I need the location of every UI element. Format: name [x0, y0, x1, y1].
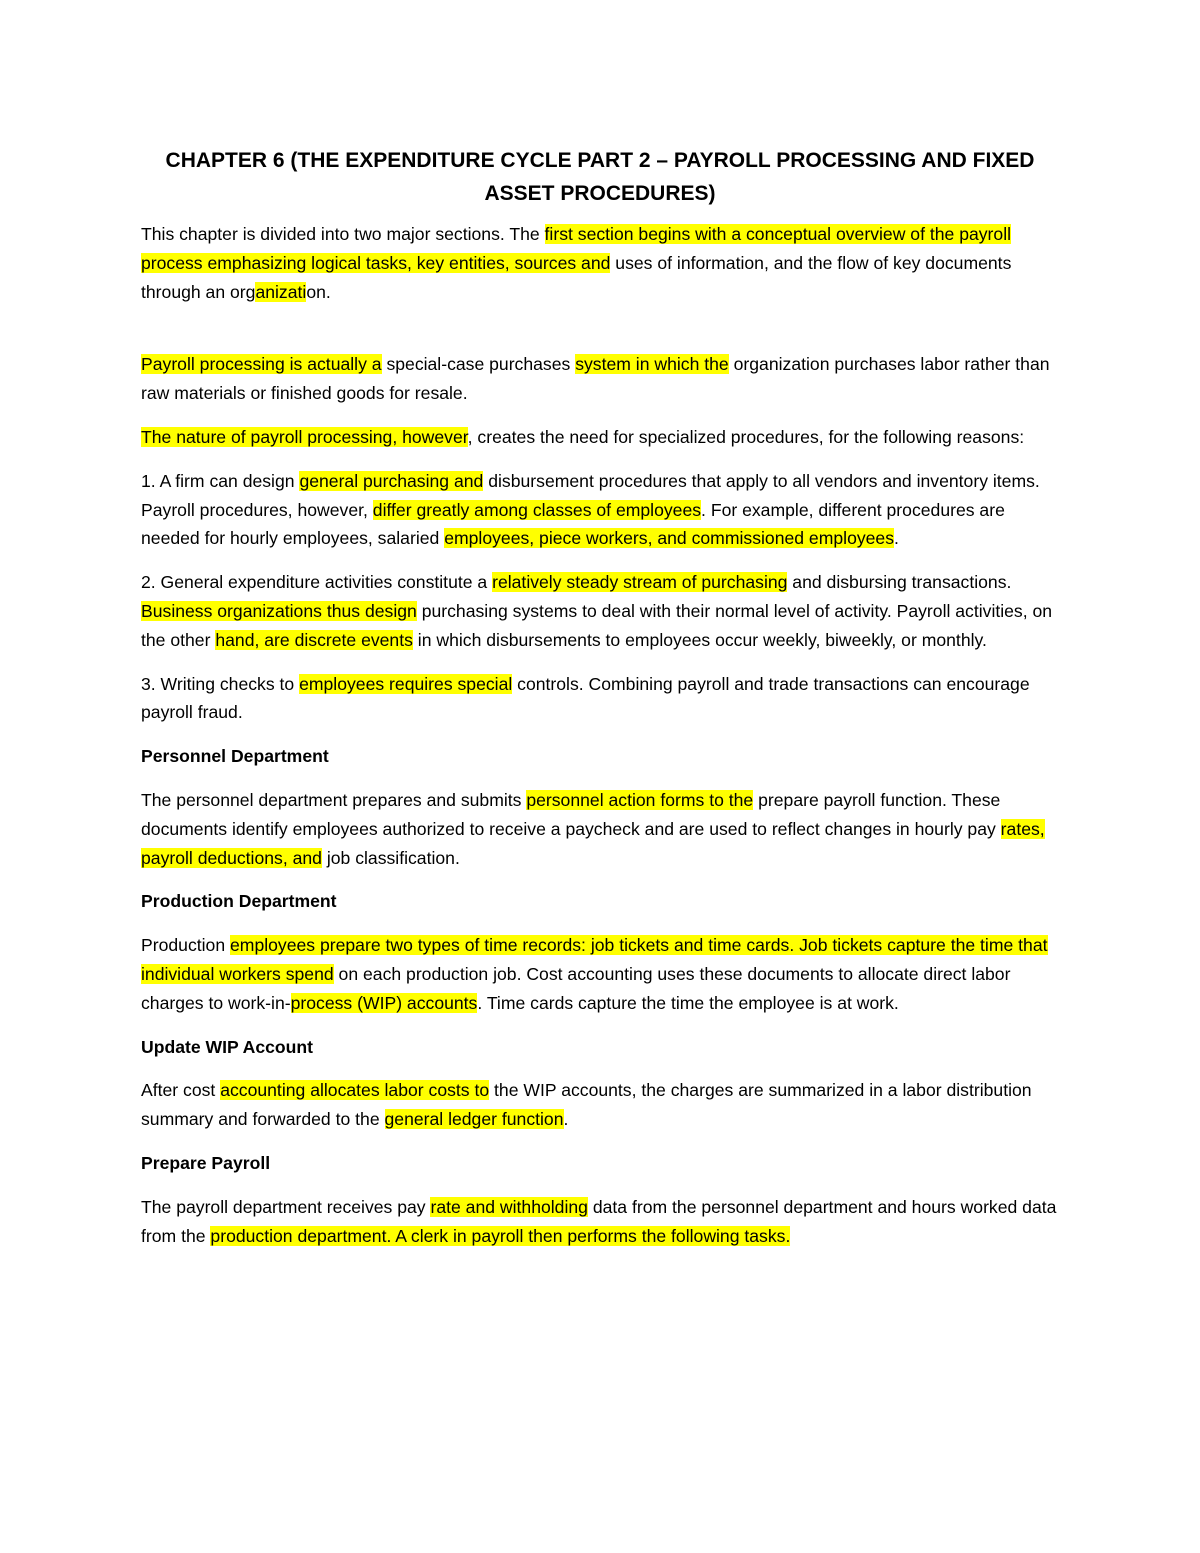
- payroll-special-text-2: organization purchases labor rather than raw materials or finished goods for resale.: [141, 354, 1050, 404]
- reason-2-text-4: in which disbursements to employees occur weekly, biweekly, or monthly.: [412, 629, 987, 650]
- intro-text-3: on.: [306, 281, 331, 302]
- personnel-highlight-2: rates, payroll deductions, and: [141, 818, 1045, 868]
- reason-2-text-3: purchasing systems to deal with their normal level of activity. Payroll activities, on the other: [141, 600, 1053, 650]
- personnel-text-2: prepare payroll function. These documents identify employees authorized to receive a paycheck and are used to reflect changes in hourly pay: [141, 789, 1001, 839]
- reason-3-text-1: 3. Writing checks to: [141, 673, 300, 694]
- intro-text-2: uses of information, and the flow of key documents through an org: [141, 252, 1012, 302]
- personnel-paragraph: [141, 786, 1059, 872]
- reason-3-text-2: controls. Combining payroll and trade transactions can encourage payroll fraud.: [141, 673, 1030, 723]
- wip-highlight-2: general ledger function: [384, 1109, 564, 1130]
- paragraph-gap: [141, 321, 1059, 350]
- prepare-payroll-highlight-1: rate and withholding: [430, 1196, 588, 1217]
- wip-highlight-1: accounting allocates labor costs to: [220, 1080, 490, 1101]
- wip-text-2: the WIP accounts, the charges are summarized in a labor distribution summary and forwarded to the: [141, 1080, 1032, 1130]
- payroll-special-text-1: special-case purchases: [381, 354, 576, 375]
- intro-highlight-1: first section begins with a conceptual overview of the payroll process emphasizing logical tasks, key entities, sources and: [141, 224, 1012, 273]
- production-highlight-1: employees prepare two types of time records: job tickets and time cards. Job tickets capture the time that individual workers spend: [141, 935, 1048, 984]
- payroll-special-highlight-2: system in which the: [575, 354, 729, 375]
- reason-2-highlight-3: hand, are discrete events: [215, 629, 413, 650]
- prepare-payroll-text-1: The payroll department receives pay: [141, 1196, 431, 1217]
- nature-text-1: , creates the need for specialized procedures, for the following reasons:: [467, 426, 1025, 447]
- prepare-payroll-text-2: data from the personnel department and hours worked data from the: [141, 1196, 1057, 1246]
- personnel-text-3: job classification.: [321, 847, 460, 868]
- production-text-1: Production: [141, 935, 230, 956]
- document-body: [141, 144, 1059, 1265]
- production-highlight-2: process (WIP) accounts: [290, 992, 478, 1013]
- production-text-3: . Time cards capture the time the employee is at work.: [477, 992, 899, 1013]
- intro-highlight-2: anizati: [255, 281, 307, 302]
- reason-2-highlight-1: relatively steady stream of purchasing: [492, 572, 788, 593]
- reason-1-text-3: . For example, different procedures are needed for hourly employees, salaried: [141, 499, 1005, 549]
- intro-paragraph: [141, 220, 1059, 306]
- payroll-special-paragraph: [141, 350, 1059, 408]
- wip-heading: Update WIP Account: [141, 1036, 314, 1057]
- prepare-payroll-heading: Prepare Payroll: [141, 1152, 271, 1173]
- personnel-highlight-1: personnel action forms to the: [526, 789, 754, 810]
- payroll-special-highlight-1: Payroll processing is actually a: [141, 354, 382, 375]
- nature-highlight-1: The nature of payroll processing, however: [141, 426, 468, 447]
- reason-2-paragraph: [141, 568, 1059, 654]
- wip-text-3: .: [563, 1109, 569, 1130]
- production-paragraph: [141, 931, 1059, 1017]
- production-text-2: on each production job. Cost accounting uses these documents to allocate direct labor charges to work-in-: [141, 963, 1011, 1013]
- reason-1-highlight-1: general purchasing and: [299, 470, 484, 491]
- reason-1-paragraph: [141, 467, 1059, 553]
- prepare-payroll-highlight-2: production department. A clerk in payroll then performs the following tasks.: [210, 1225, 791, 1246]
- reason-1-text-4: .: [894, 528, 899, 549]
- prepare-payroll-paragraph: [141, 1193, 1059, 1251]
- personnel-heading: Personnel Department: [141, 746, 329, 767]
- nature-paragraph: [141, 423, 1059, 452]
- reason-2-highlight-2: Business organizations thus design: [141, 600, 417, 621]
- reason-3-highlight-1: employees requires special: [299, 673, 513, 694]
- personnel-text-1: The personnel department prepares and submits: [141, 789, 527, 810]
- wip-paragraph: [141, 1076, 1059, 1134]
- reason-1-highlight-3: employees, piece workers, and commissioned employees: [444, 528, 895, 549]
- reason-1-highlight-2: differ greatly among classes of employees: [372, 499, 702, 520]
- reason-2-text-2: and disbursing transactions.: [787, 572, 1012, 593]
- chapter-title: CHAPTER 6 (THE EXPENDITURE CYCLE PART 2 – PAYROLL PROCESSING AND FIXED ASSET PROCEDURES): [165, 149, 1035, 205]
- production-heading: Production Department: [141, 891, 337, 912]
- intro-text-1: This chapter is divided into two major sections. The: [141, 224, 545, 244]
- reason-3-paragraph: [141, 670, 1059, 728]
- wip-text-1: After cost: [141, 1080, 221, 1101]
- reason-2-text-1: 2. General expenditure activities constitute a: [141, 572, 493, 593]
- reason-1-text-1: 1. A firm can design: [141, 470, 300, 491]
- reason-1-text-2: disbursement procedures that apply to all vendors and inventory items. Payroll procedures, however,: [141, 470, 1040, 520]
